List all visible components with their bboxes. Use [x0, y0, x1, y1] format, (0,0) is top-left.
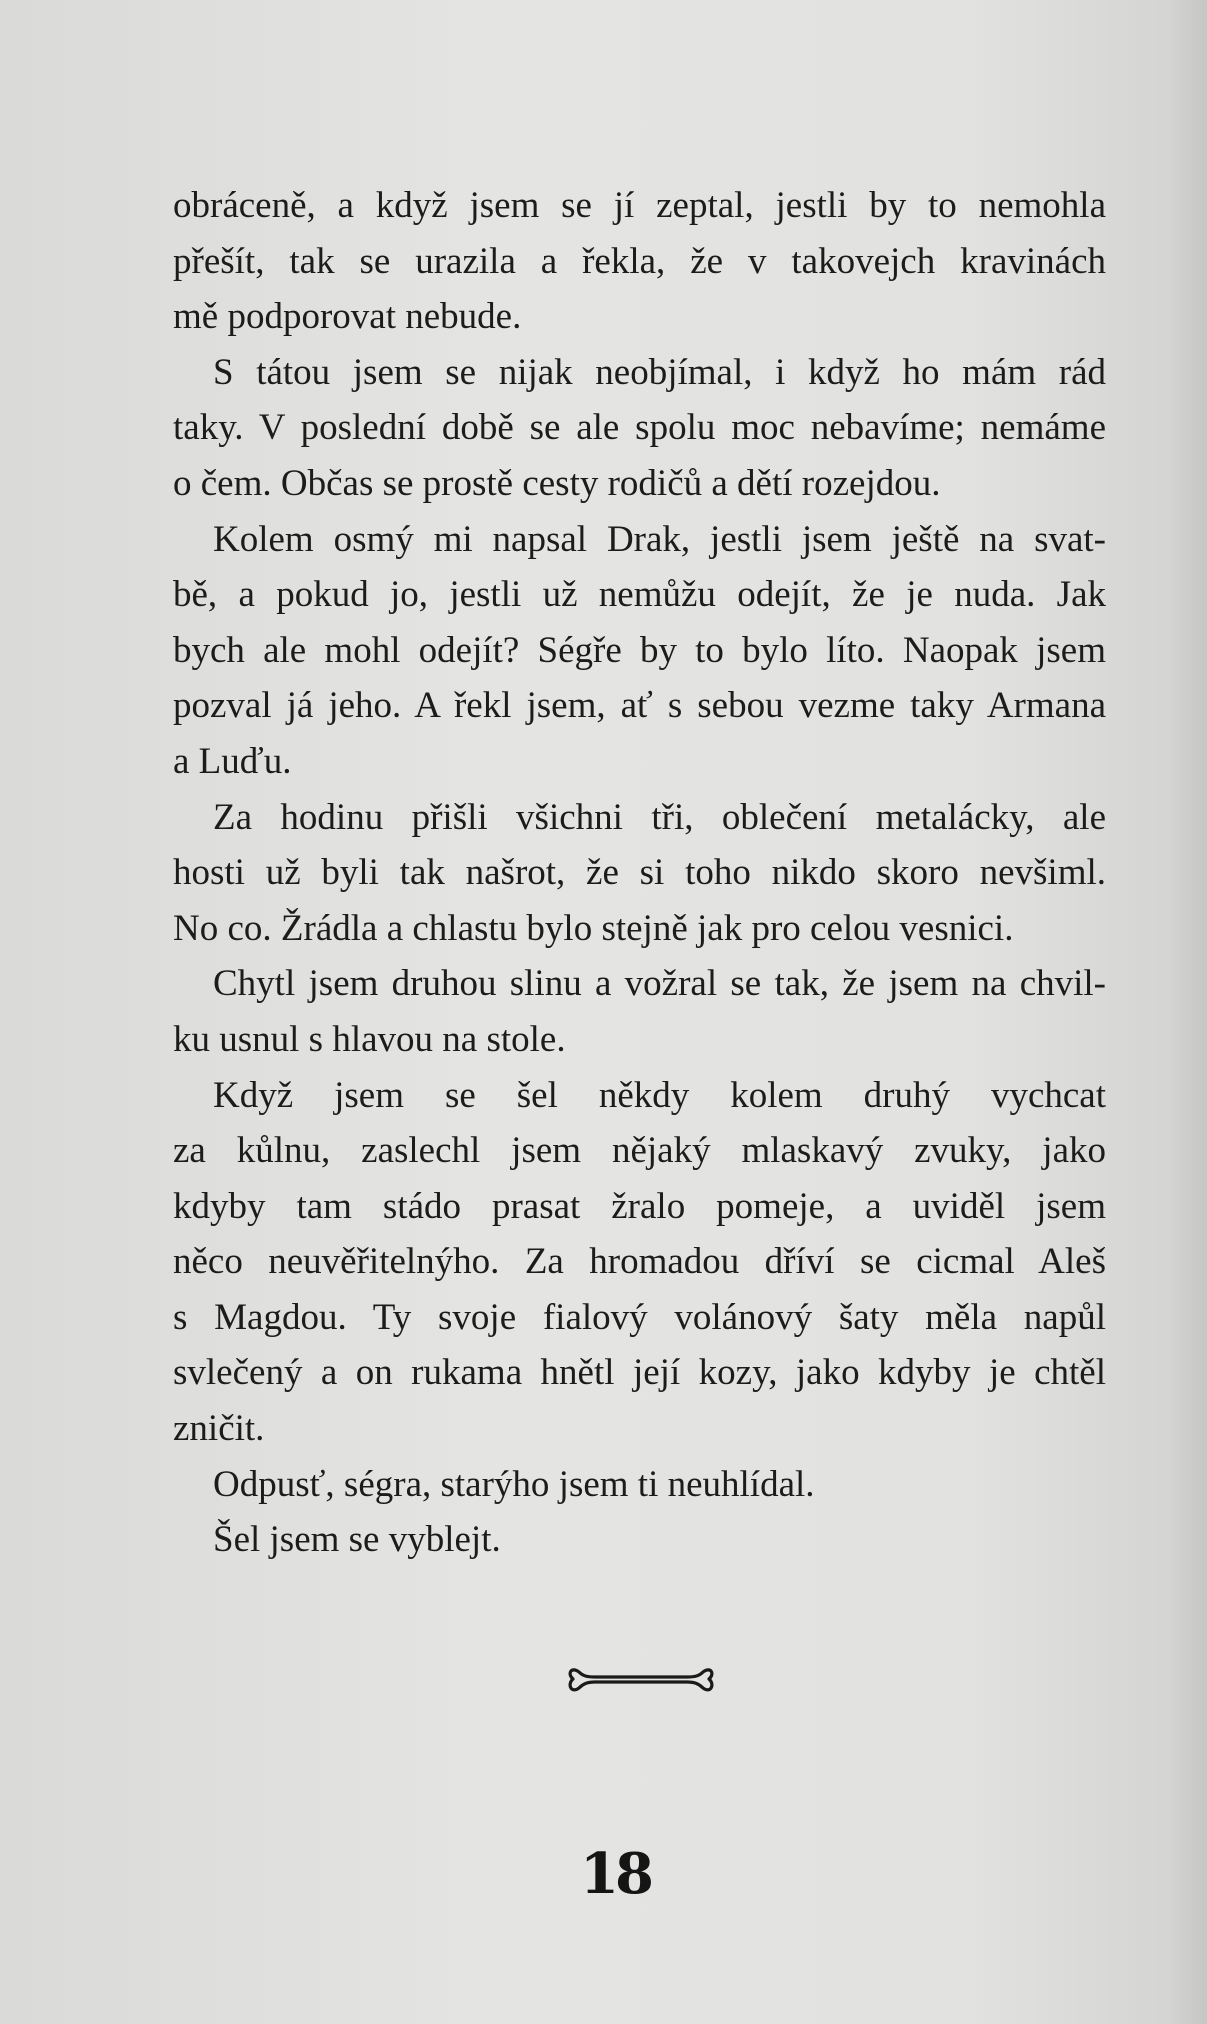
- text-line: S tátou jsem se nijak neobjímal, i když ho mám rád: [213, 351, 1106, 393]
- paragraph: [173, 178, 1106, 345]
- paragraph: [173, 956, 1106, 1067]
- text-line: kdyby tam stádo prasat žralo pomeje, a uviděl jsem: [173, 1185, 1106, 1227]
- text-line: Když jsem se šel někdy kolem druhý vychcat: [213, 1074, 1106, 1116]
- text-line: ku usnul s hlavou na stole.: [173, 1018, 566, 1060]
- paragraph: [173, 1512, 1106, 1568]
- bone-icon: [565, 1662, 717, 1698]
- text-line: svlečený a on rukama hnětl její kozy, jako kdyby je chtěl: [173, 1352, 1106, 1394]
- text-line: obráceně, a když jsem se jí zeptal, jestli by to nemohla: [173, 185, 1106, 226]
- text-line: za kůlnu, zaslechl jsem nějaký mlaskavý zvuky, jako: [173, 1130, 1106, 1172]
- text-line: bych ale mohl odejít? Ségře by to bylo líto. Naopak jsem: [173, 629, 1106, 671]
- paragraph: [173, 345, 1106, 512]
- paragraph: [173, 512, 1106, 790]
- text-line: taky. V poslední době se ale spolu moc nebavíme; nemáme: [173, 407, 1106, 449]
- text-line: přešít, tak se urazila a řekla, že v takovejch kravinách: [173, 240, 1106, 282]
- paragraph: [173, 1068, 1106, 1457]
- text-line: Kolem osmý mi napsal Drak, jestli jsem ještě na svat-: [213, 518, 1106, 560]
- text-line: s Magdou. Ty svoje fialový volánový šaty měla napůl: [173, 1296, 1106, 1338]
- paragraph: [173, 790, 1106, 957]
- page-edge-shadow: [1167, 0, 1207, 2024]
- text-line: No co. Žrádla a chlastu bylo stejně jak pro celou vesnici.: [173, 907, 1014, 949]
- text-line: Odpusť, ségra, starýho jsem ti neuhlídal.: [213, 1463, 815, 1505]
- text-line: hosti už byli tak našrot, že si toho nikdo skoro nevšiml.: [173, 852, 1106, 894]
- page-number: 18: [580, 1841, 650, 1907]
- text-line: Za hodinu přišli všichni tři, oblečení metalácky, ale: [213, 796, 1106, 838]
- text-line: bě, a pokud jo, jestli už nemůžu odejít, že je nuda. Jak: [173, 574, 1106, 616]
- text-line: Chytl jsem druhou slinu a vožral se tak, že jsem na chvil-: [213, 963, 1106, 1005]
- text-line: mě podporovat nebude.: [173, 296, 522, 338]
- text-line: pozval já jeho. A řekl jsem, ať s sebou vezme taky Armana: [173, 685, 1106, 727]
- text-line: o čem. Občas se prostě cesty rodičů a dětí rozejdou.: [173, 462, 941, 504]
- text-line: Šel jsem se vyblejt.: [213, 1519, 501, 1561]
- text-line: a Luďu.: [173, 740, 292, 782]
- body-text: [173, 178, 1106, 1568]
- text-line: zničit.: [173, 1408, 265, 1450]
- text-line: něco neuvěřitelnýho. Za hromadou dříví se cicmal Aleš: [173, 1241, 1106, 1283]
- paragraph: [173, 1457, 1106, 1513]
